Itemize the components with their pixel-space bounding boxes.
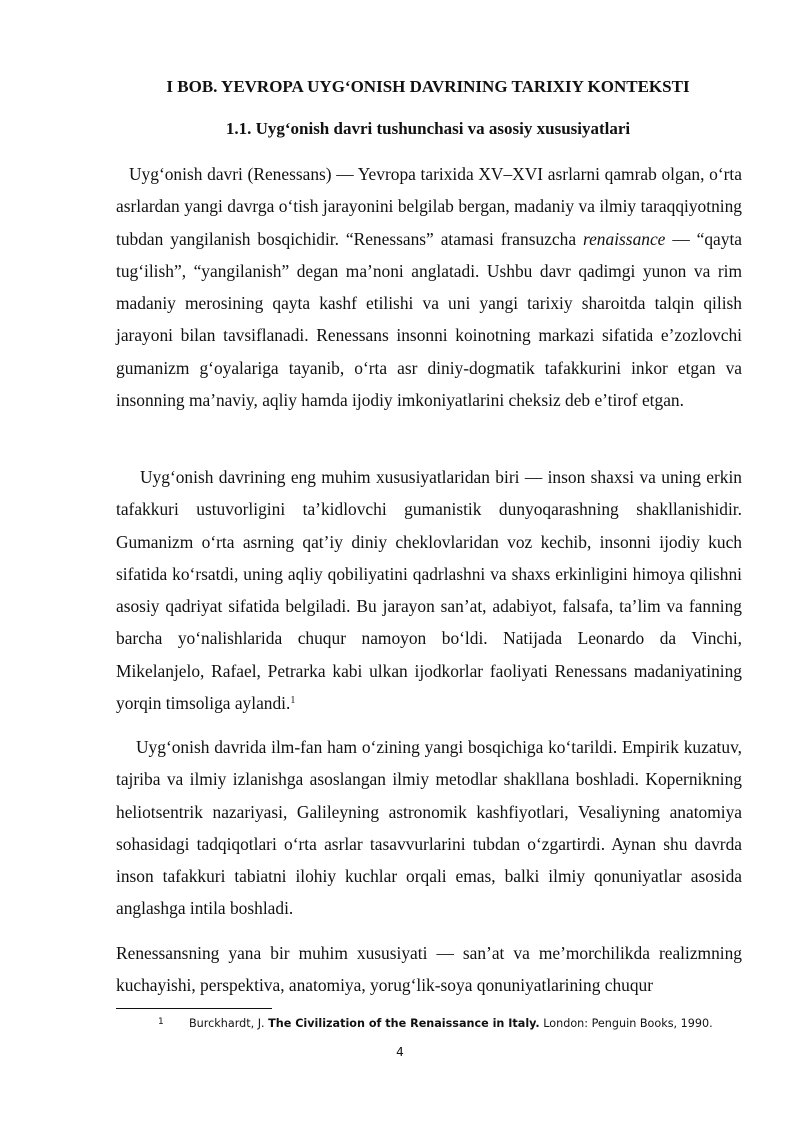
- chapter-heading: I BOB. YEVROPA UYG‘ONISH DAVRINING TARIXIY KONTEKSTI: [166, 77, 690, 96]
- footnote-publisher: London: Penguin Books, 1990.: [539, 1017, 713, 1030]
- footnote-author: Burckhardt, J.: [189, 1017, 269, 1030]
- italic-term: renaissance: [582, 228, 666, 249]
- footnote-separator: [116, 1008, 272, 1009]
- footnote-text: [189, 1016, 713, 1032]
- paragraph-1-text-end: — “qayta tug‘ilish”, “yangilanish” degan ma’noni anglatadi. Ushbu davr qadimgi yunon va rim madaniy merosining qayta kashf etilishi va uni yangi tarixiy sharoitda talqin qilish jarayoni bilan tavsiflanadi. Renessans insonni koinotning markazi sifatida e’zozlovchi gumanizm g‘oyalariga tayanib, o‘rta asr diniy-dogmatik tafakkurini inkor etgan va insonning ma’naviy, aqliy hamda ijodiy imkoniyatlarini cheksiz deb e’tirof etgan.: [116, 228, 743, 411]
- footnote-reference[interactable]: 1: [290, 695, 296, 707]
- paragraph-1: [116, 158, 742, 416]
- section-heading: 1.1. Uyg‘onish davri tushunchasi va asosiy xususiyatlari: [225, 119, 631, 138]
- footnote-book-title: The Civilization of the Renaissance in Italy.: [268, 1017, 540, 1030]
- paragraph-1-text-start: Uyg‘onish davri (Renessans) — Yevropa tarixida XV–XVI asrlarni qamrab olgan, o‘rta asrlardan yangi davrga o‘tish jarayonini belgilab bergan, madaniy va ilmiy taraqqiyotning tubdan yangilanish bosqichidir. “Renessans” atamasi fransuzcha: [116, 164, 742, 249]
- paragraph-4: [116, 937, 742, 1001]
- paragraph-3: [116, 731, 742, 925]
- paragraph-3-text: Uyg‘onish davrida ilm-fan ham o‘zining yangi bosqichiga ko‘tarildi. Empirik kuzatuv, tajriba va ilmiy izlanishga asoslangan ilmiy metodlar shakllana boshladi. Kopernikning heliotsentrik nazariyasi, Galileyning astronomik kashfiyotlari, Vesaliyning anatomiya sohasidagi tadqiqotlari o‘rta asrlar tasavvurlarini tubdan o‘zgartirdi. Aynan shu davrda inson tafakkuri tabiatni ilohiy kuchlar orqali emas, balki ilmiy qonuniyatlar asosida anglashga intila boshladi.: [116, 737, 742, 919]
- footnote-number: 1: [158, 1017, 164, 1027]
- paragraph-2-text: Uyg‘onish davrining eng muhim xususiyatlaridan biri — inson shaxsi va uning erkin tafakkuri ustuvorligini ta’kidlovchi gumanistik dunyoqarashning shakllanishidir. Gumanizm o‘rta asrning qat’iy diniy cheklovlaridan voz kechib, insonni ijodiy kuch sifatida ko‘rsatdi, uning aqliy qobiliyatini qadrlashni va shaxs erkinligini himoya qilishni asosiy qadriyat sifatida belgiladi. Bu jarayon san’at, adabiyot, falsafa, ta’lim va fanning barcha yo‘nalishlarida chuqur namoyon bo‘ldi. Natijada Leonardo da Vinchi, Mikelanjelo, Rafael, Petrarka kabi ulkan ijodkorlar faoliyati Renessans madaniyatining yorqin timsoliga aylandi.: [116, 467, 742, 714]
- paragraph-2: [116, 461, 742, 719]
- paragraph-4-text: Renessansning yana bir muhim xususiyati — san’at va me’morchilikda realizmning kuchayishi, perspektiva, anatomiya, yorug‘lik-soya qonuniyatlarining chuqur: [116, 943, 742, 996]
- page-number: 4: [396, 1045, 404, 1059]
